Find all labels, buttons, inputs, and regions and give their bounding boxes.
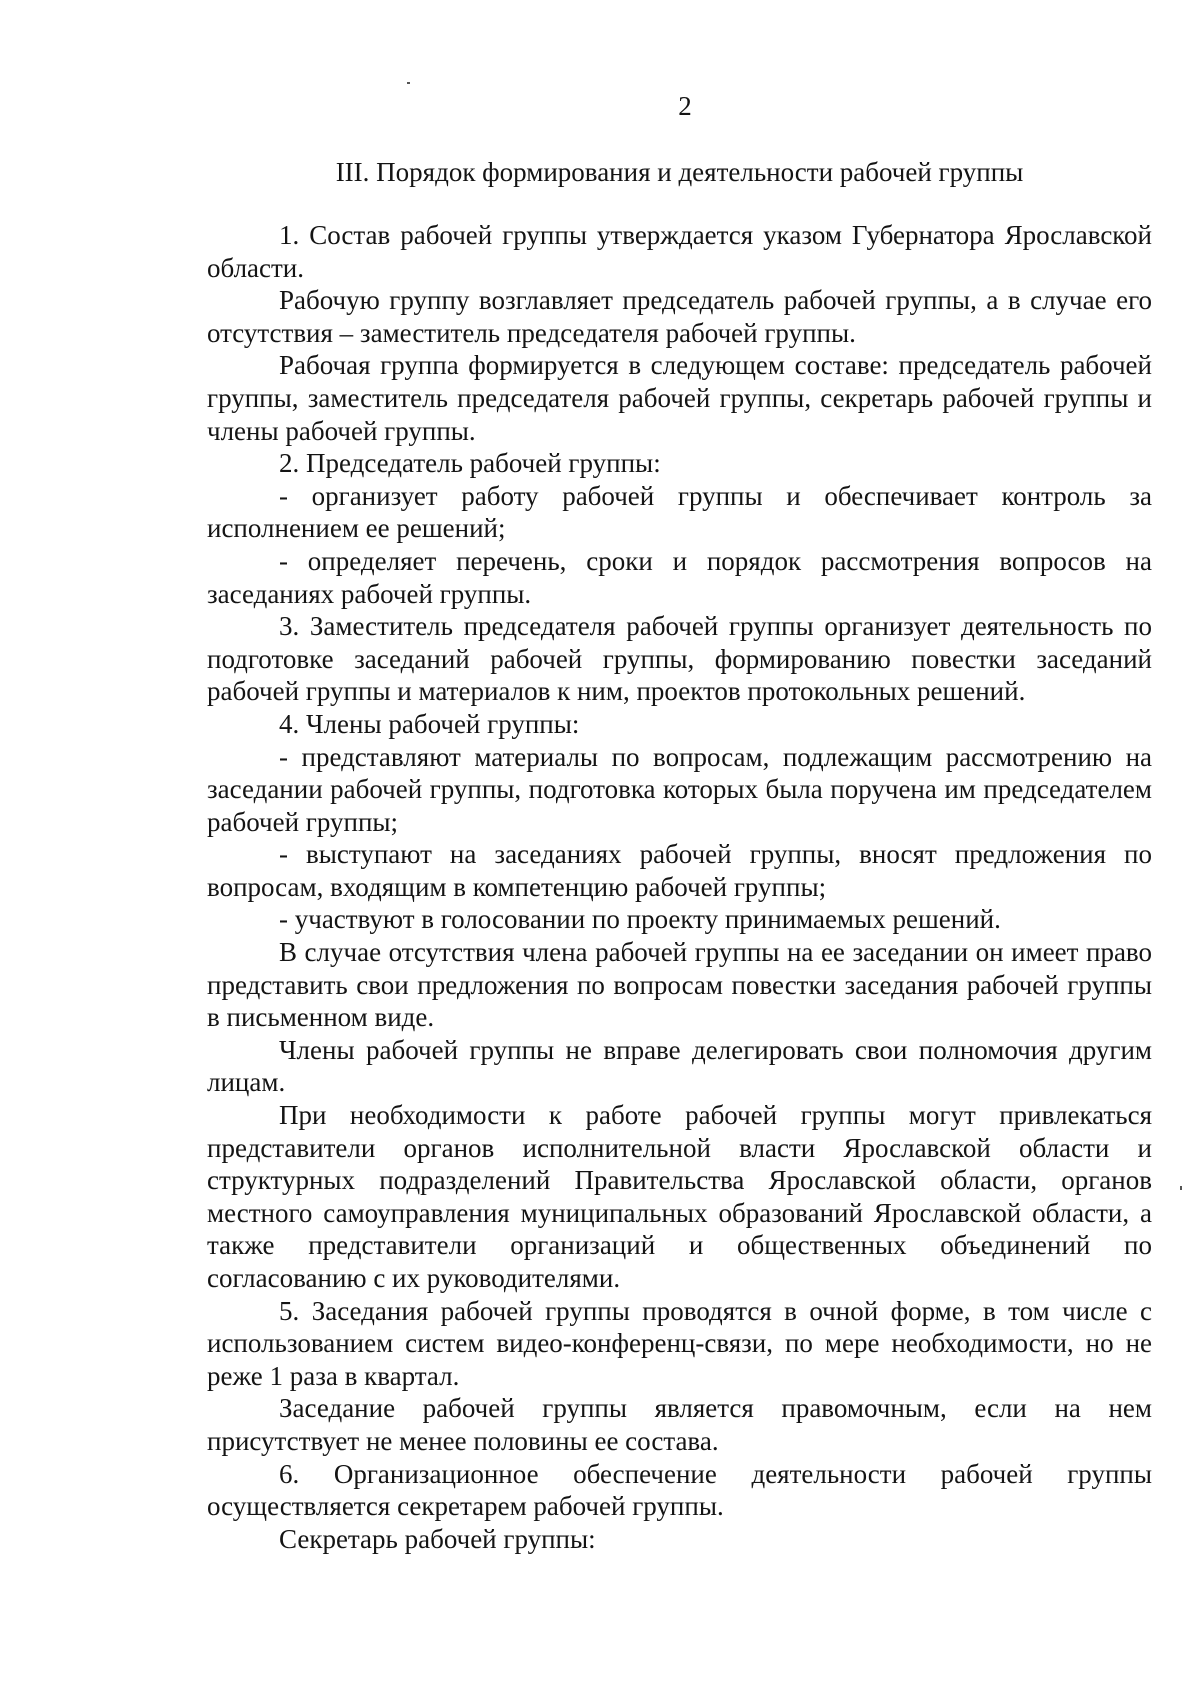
paragraph: При необходимости к работе рабочей группы могут привлекаться представители органов исполнительной власти Ярославской области и структурных подразделений Правительства Ярославской области, органов местного самоуправления муниципальных образований Ярославской области, а также представители организаций и общественных объединений по согласованию с их руководителями. — [207, 1100, 1152, 1293]
section-title: III. Порядок формирования и деятельности рабочей группы — [335, 157, 1024, 187]
paragraph: - выступают на заседаниях рабочей группы, вносят предложения по вопросам, входящим в компетенцию рабочей группы; — [207, 839, 1152, 902]
paragraph: Рабочая группа формируется в следующем составе: председатель рабочей группы, заместитель председателя рабочей группы, секретарь рабочей группы и члены рабочей группы. — [207, 350, 1152, 446]
paragraph: - определяет перечень, сроки и порядок рассмотрения вопросов на заседаниях рабочей группы. — [207, 545, 1152, 609]
paragraph: В случае отсутствия члена рабочей группы на ее заседании он имеет право представить свои предложения по вопросам повестки заседания рабочей группы в письменном виде. — [207, 937, 1152, 1033]
paragraph: Члены рабочей группы не вправе делегировать свои полномочия другим лицам. — [207, 1034, 1152, 1098]
paragraph: Заседание рабочей группы является правомочным, если на нем присутствует не менее половины ее состава. — [207, 1393, 1152, 1456]
paragraph: - организует работу рабочей группы и обеспечивает контроль за исполнением ее решений; — [207, 480, 1152, 544]
paragraph: 4. Члены рабочей группы: — [279, 708, 580, 739]
paragraph: Рабочую группу возглавляет председатель рабочей группы, а в случае его отсутствия – заместитель председателя рабочей группы. — [207, 285, 1152, 348]
paragraph: 2. Председатель рабочей группы: — [279, 448, 661, 479]
scan-speck — [1180, 1186, 1182, 1190]
paragraph: Секретарь рабочей группы: — [279, 1523, 596, 1554]
paragraph: 3. Заместитель председателя рабочей группы организует деятельность по подготовке заседаний рабочей группы, формированию повестки заседаний рабочей группы и материалов к ним, проектов протокольных решений. — [207, 611, 1152, 707]
paragraph: - представляют материалы по вопросам, подлежащим рассмотрению на заседании рабочей группы, подготовка которых была поручена им председателем рабочей группы; — [207, 741, 1152, 837]
paragraph: - участвуют в голосовании по проекту принимаемых решений. — [279, 904, 1001, 935]
document-body — [207, 219, 1152, 1555]
page-number: 2 — [678, 91, 692, 121]
paragraph: 1. Состав рабочей группы утверждается указом Губернатора Ярославской области. — [207, 220, 1152, 283]
paragraph: 5. Заседания рабочей группы проводятся в очной форме, в том числе с использованием систем видео-конференц-связи, по мере необходимости, но не реже 1 раза в квартал. — [207, 1295, 1152, 1391]
paragraph: 6. Организационное обеспечение деятельности рабочей группы осуществляется секретарем рабочей группы. — [207, 1458, 1152, 1522]
scan-speck — [407, 82, 410, 84]
